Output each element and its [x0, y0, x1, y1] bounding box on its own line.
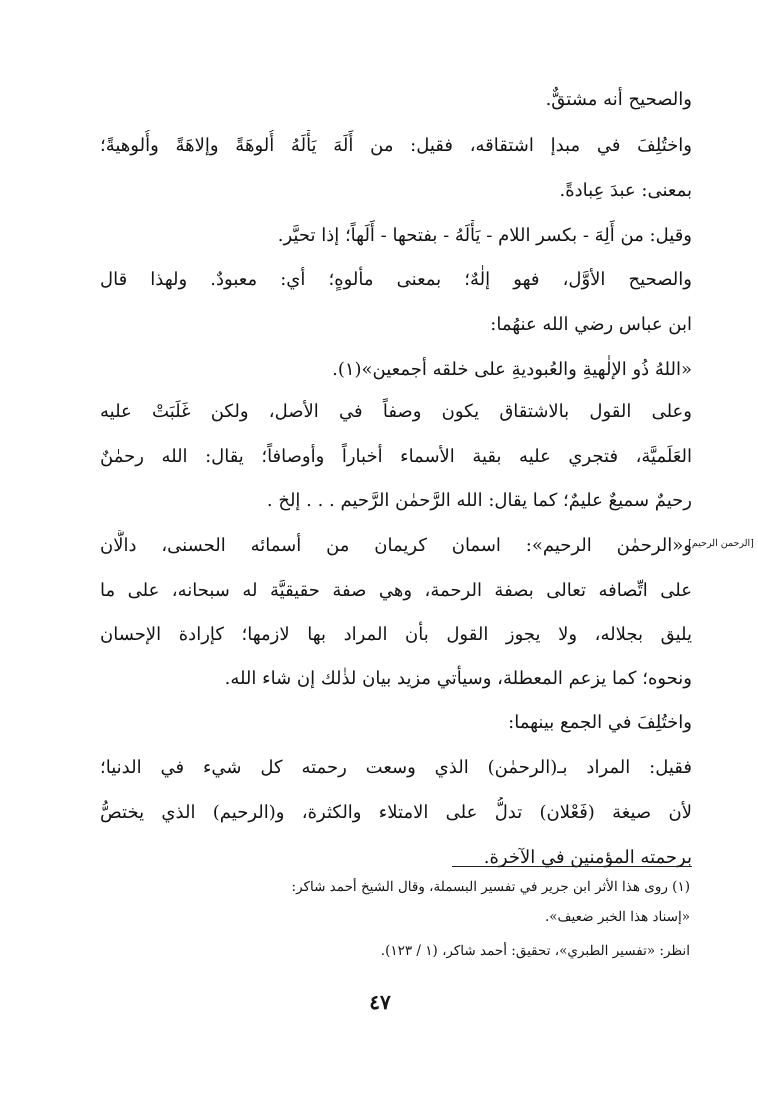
footnote-line: (١) روى هذا الأثر ابن جرير في تفسير البسملة، وقال الشيخ أحمد شاكر:	[291, 879, 690, 895]
body-line: «اللهُ ذُو الإلٰهيةِ والعُبوديةِ على خلقه أجمعين»(١).	[332, 359, 692, 380]
body-line: بمعنى: عبدَ عِبادةً.	[559, 180, 692, 201]
footnote-line: «إسناد هذا الخبر ضعيف».	[544, 909, 690, 925]
footnote-line: انظر: «تفسير الطبري»، تحقيق: أحمد شاكر، (١ / ١٢٣).	[380, 943, 690, 959]
body-line: على اتِّصافه تعالى بصفة الرحمة، وهي صفة حقيقيَّة له سبحانه، على ما	[100, 580, 692, 601]
body-line: فقيل: المراد بـ(الرحمٰن) الذي وسعت رحمته كل شيء في الدنيا؛	[100, 757, 692, 778]
body-line: العَلَميَّة، فتجري عليه بقية الأسماء أخباراً وأوصافاً؛ يقال: الله رحمٰنٌ	[100, 446, 692, 467]
body-line: واختُلِفَ في مبدإ اشتقاقه، فقيل: من أَلَهَ يَأْلَهُ أُلوهَةً وإلاهَةً وأُلوهيةً؛	[100, 135, 692, 156]
body-line: رحيمٌ سميعٌ عليمٌ؛ كما يقال: الله الرَّحمٰن الرَّحيم . . . إلخ .	[266, 490, 692, 511]
body-line: والصحيح الأوَّل، فهو إلٰهٌ؛ بمعنى مألوهٍ؛ أي: معبودٌ. ولهذا قال	[100, 269, 692, 290]
body-line: واختُلِفَ في الجمع بينهما:	[508, 712, 692, 733]
body-line: وعلى القول بالاشتقاق يكون وصفاً في الأصل، ولكن غَلَبَتْ عليه	[100, 401, 692, 422]
footnote-separator	[452, 866, 692, 867]
body-line: برحمته المؤمنين في الآخرة.	[483, 847, 692, 868]
body-line: و«الرحمٰن الرحيم»: اسمان كريمان من أسمائه الحسنى، دالَّان	[100, 535, 692, 556]
body-line: ابن عباس رضي الله عنهُما:	[490, 314, 692, 335]
body-line: ونحوه؛ كما يزعم المعطلة، وسيأتي مزيد بيان لذٰلك إن شاء الله.	[224, 668, 692, 689]
page-number: ٤٧	[369, 990, 391, 1014]
margin-note: [الرحمن الرحيم]	[688, 538, 754, 549]
body-line: يليق بجلاله، ولا يجوز القول بأن المراد بها لازمها؛ كإرادة الإحسان	[100, 624, 692, 645]
body-line: والصحيح أنه مشتقٌّ.	[545, 89, 692, 110]
body-line: لأن صيغة (فَعْلان) تدلُّ على الامتلاء والكثرة، و(الرحيم) الذي يختصُّ	[100, 802, 692, 823]
body-line: وقيل: من أَلِهَ - بكسر اللام - يَأْلَهُ - بفتحها - أَلَهاً؛ إذا تحيَّر.	[277, 225, 692, 246]
